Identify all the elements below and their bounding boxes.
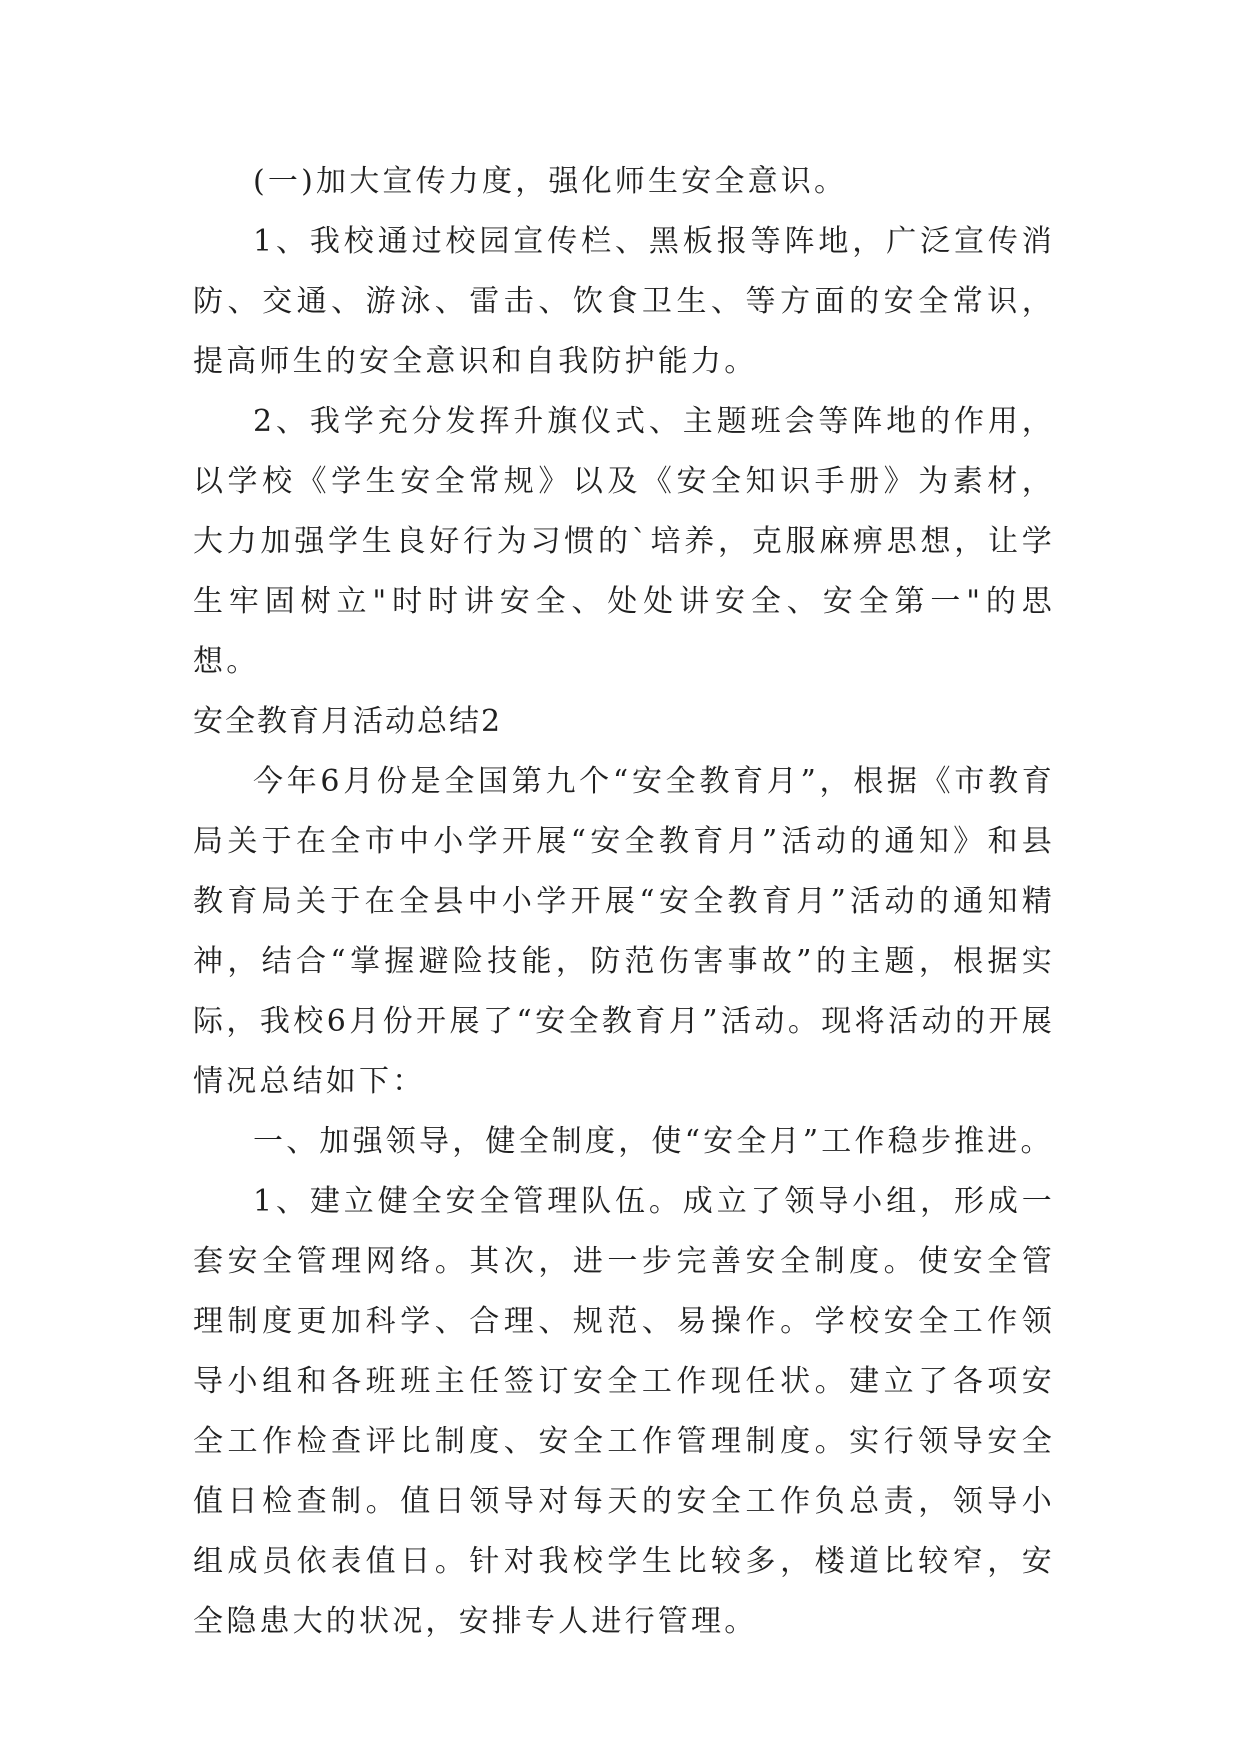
paragraph-item-3: 1、建立健全安全管理队伍。成立了领导小组，形成一套安全管理网络。其次，进一步完善安全制度。使安全管理制度更加科学、合理、规范、易操作。学校安全工作领导小组和各班班主任签订安全工作现任状。建立了各项安全工作检查评比制度、安全工作管理制度。实行领导安全值日检查制。值日领导对每天的安全工作负总责，领导小组成员依表值日。针对我校学生比较多，楼道比较窄，安全隐患大的状况，安排专人进行管理。 [193, 1184, 1055, 1639]
paragraph-intro: 今年6月份是全国第九个“安全教育月”，根据《市教育局关于在全市中小学开展“安全教育月”活动的通知》和县教育局关于在全县中小学开展“安全教育月”活动的通知精神，结合“掌握避险技能，防范伤害事故”的主题，根据实际，我校6月份开展了“安全教育月”活动。现将活动的开展情况总结如下： [193, 764, 1055, 1099]
paragraph-item-1: 1、我校通过校园宣传栏、黑板报等阵地，广泛宣传消防、交通、游泳、雷击、饮食卫生、等方面的安全常识，提高师生的安全意识和自我防护能力。 [193, 224, 1055, 379]
article-title: 安全教育月活动总结2 [193, 704, 503, 739]
paragraph-item-2: 2、我学充分发挥升旗仪式、主题班会等阵地的作用，以学校《学生安全常规》以及《安全知识手册》为素材，大力加强学生良好行为习惯的`培养，克服麻痹思想，让学生牢固树立"时时讲安全、处处讲安全、安全第一"的思想。 [193, 404, 1055, 679]
paragraph-section-heading-1: (一)加大宣传力度，强化师生安全意识。 [253, 164, 848, 199]
document-body [193, 152, 1055, 1652]
paragraph-section-heading-2: 一、加强领导，健全制度，使“安全月”工作稳步推进。 [253, 1124, 1054, 1159]
